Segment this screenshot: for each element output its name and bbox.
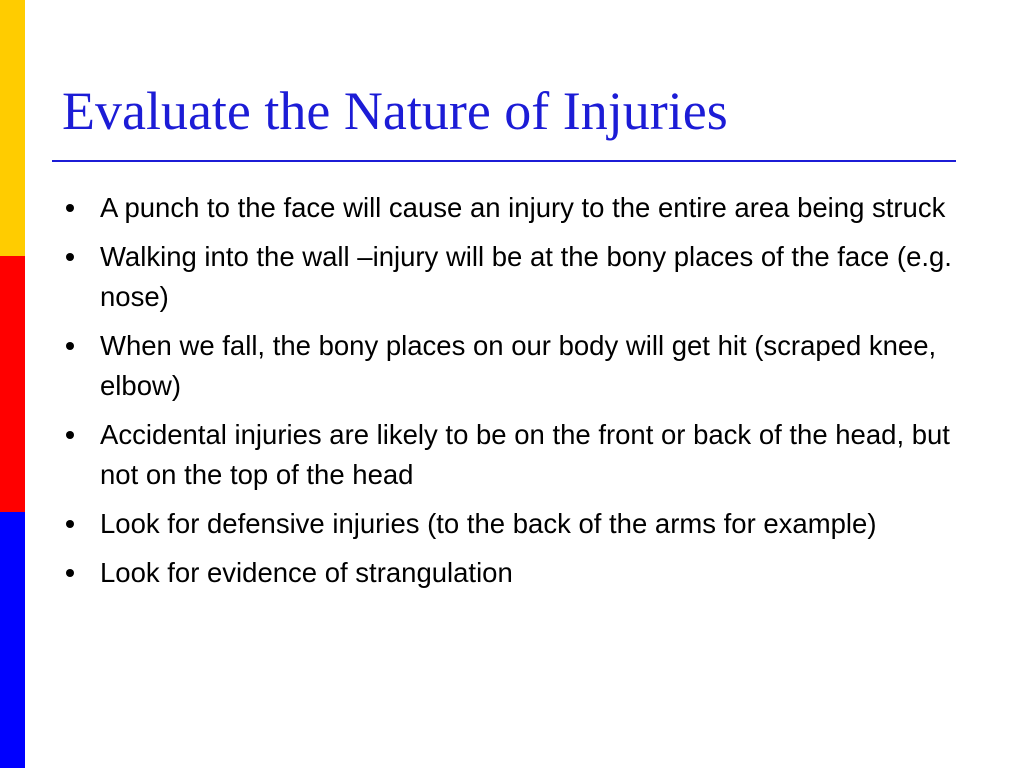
title-divider [52, 160, 956, 162]
accent-stripe-yellow [0, 0, 25, 256]
bullet-text: Look for evidence of strangulation [100, 557, 513, 588]
bullet-item [62, 237, 967, 317]
bullet-dot-icon [66, 204, 74, 212]
bullet-dot-icon [66, 569, 74, 577]
bullet-text: When we fall, the bony places on our body will get hit (scraped knee, elbow) [100, 330, 937, 401]
bullet-text: A punch to the face will cause an injury to the entire area being struck [100, 192, 946, 223]
bullet-item [62, 326, 967, 406]
bullet-text: Look for defensive injuries (to the back of the arms for example) [100, 508, 877, 539]
bullet-item [62, 504, 967, 544]
bullet-item [62, 553, 967, 593]
bullet-dot-icon [66, 520, 74, 528]
bullet-text: Walking into the wall –injury will be at the bony places of the face (e.g. nose) [100, 241, 952, 312]
bullet-dot-icon [66, 342, 74, 350]
bullet-dot-icon [66, 253, 74, 261]
bullet-dot-icon [66, 431, 74, 439]
accent-stripe-red [0, 256, 25, 512]
bullet-text: Accidental injuries are likely to be on the front or back of the head, but not on the top of the head [100, 419, 950, 490]
bullet-item [62, 188, 967, 228]
accent-stripe-blue [0, 512, 25, 768]
bullet-list [62, 188, 967, 602]
slide-title: Evaluate the Nature of Injuries [62, 81, 728, 141]
bullet-item [62, 415, 967, 495]
